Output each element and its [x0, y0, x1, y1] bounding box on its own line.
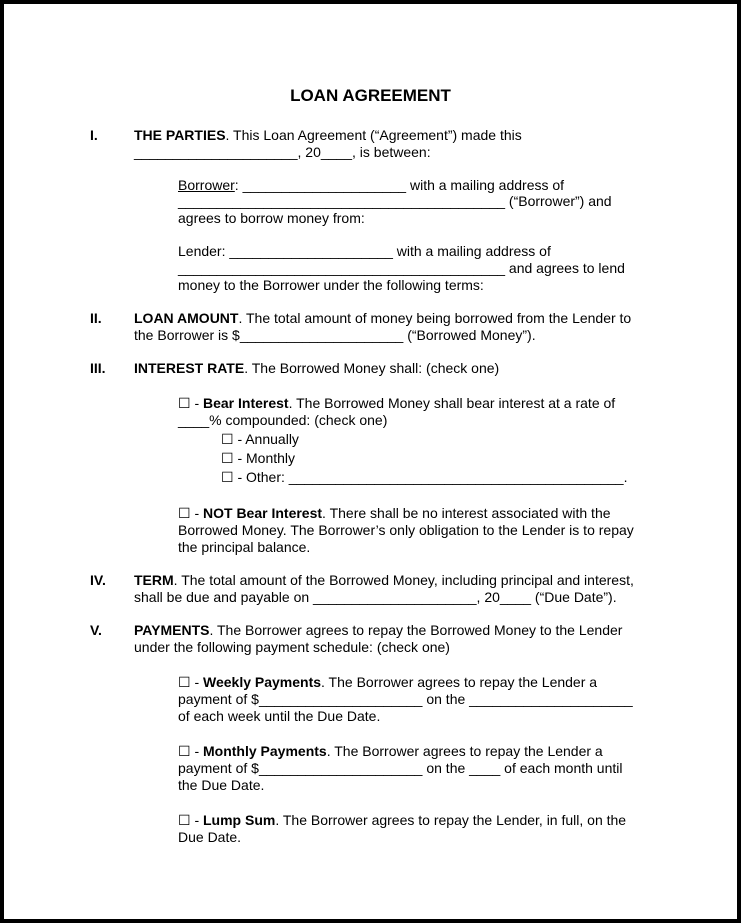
lender-line-2: __________________________________________ and agrees to lend — [178, 260, 625, 276]
payments-line-2: under the following payment schedule: (check one) — [134, 639, 450, 655]
not-bear-interest-checkbox[interactable]: ☐ - — [178, 505, 203, 521]
weekly-payments-line-3: of each week until the Due Date. — [178, 708, 381, 724]
payments-line-1: PAYMENTS. The Borrower agrees to repay the Borrowed Money to the Lender — [134, 622, 623, 638]
document-title: LOAN AGREEMENT — [290, 86, 451, 105]
interest-rate-line-1: INTEREST RATE. The Borrowed Money shall: (check one) — [134, 360, 500, 376]
bear-interest-line-2: ____% compounded: (check one) — [178, 412, 388, 428]
lender-line-1: Lender: _____________________ with a mailing address of — [178, 243, 551, 259]
monthly-payments-line-3: the Due Date. — [178, 777, 265, 793]
borrower-line-3: agrees to borrow money from: — [178, 210, 365, 226]
section-number-payments: V. — [90, 622, 102, 638]
bear-interest-heading: Bear Interest — [203, 395, 289, 411]
loan-amount-line-2: the Borrower is $_____________________ (“Borrowed Money”). — [134, 327, 536, 343]
borrower-line-1: Borrower: _____________________ with a mailing address of — [178, 177, 565, 193]
term-heading: TERM — [134, 572, 174, 588]
option-monthly[interactable]: ☐ - Monthly — [221, 450, 296, 466]
not-bear-interest-line-2: Borrowed Money. The Borrower’s only obligation to the Lender is to repay — [178, 522, 634, 538]
monthly-payments-checkbox[interactable]: ☐ - — [178, 743, 203, 759]
section-number-interest-rate: III. — [90, 360, 106, 376]
payments-heading: PAYMENTS — [134, 622, 210, 638]
weekly-payments-line-2: payment of $_____________________ on the _____________________ — [178, 691, 633, 707]
section-number-parties: I. — [90, 127, 98, 143]
lump-sum-line-2: Due Date. — [178, 829, 242, 845]
section-number-loan-amount: II. — [90, 310, 102, 326]
bear-interest-checkbox[interactable]: ☐ - — [178, 395, 203, 411]
parties-line-1: THE PARTIES. This Loan Agreement (“Agreement”) made this — [134, 127, 522, 143]
loan-amount-heading: LOAN AMOUNT — [134, 310, 239, 326]
weekly-payments-heading: Weekly Payments — [203, 674, 322, 690]
parties-heading: THE PARTIES — [134, 127, 226, 143]
lump-sum-heading: Lump Sum — [203, 812, 276, 828]
lump-sum-line-1: ☐ - Lump Sum. The Borrower agrees to repay the Lender, in full, on the — [178, 812, 627, 828]
term-line-1: TERM. The total amount of the Borrowed Money, including principal and interest, — [134, 572, 634, 588]
not-bear-interest-line-1: ☐ - NOT Bear Interest. There shall be no interest associated with the — [178, 505, 611, 521]
monthly-payments-line-2: payment of $_____________________ on the ____ of each month until — [178, 760, 623, 776]
option-annually[interactable]: ☐ - Annually — [221, 431, 299, 447]
weekly-payments-line-1: ☐ - Weekly Payments. The Borrower agrees to repay the Lender a — [178, 674, 598, 690]
term-line-2: shall be due and payable on _____________________, 20____ (“Due Date”). — [134, 589, 617, 605]
lender-line-3: money to the Borrower under the following terms: — [178, 277, 484, 293]
loan-amount-line-1: LOAN AMOUNT. The total amount of money being borrowed from the Lender to — [134, 310, 632, 326]
not-bear-interest-line-3: the principal balance. — [178, 539, 311, 555]
borrower-label: Borrower — [178, 177, 235, 193]
parties-line-2: _____________________, 20____, is between: — [134, 144, 431, 160]
monthly-payments-line-1: ☐ - Monthly Payments. The Borrower agrees to repay the Lender a — [178, 743, 603, 759]
option-other[interactable]: ☐ - Other: ___________________________________________. — [221, 469, 628, 485]
section-number-term: IV. — [90, 572, 106, 588]
bear-interest-line-1: ☐ - Bear Interest. The Borrowed Money shall bear interest at a rate of — [178, 395, 616, 411]
interest-rate-heading: INTEREST RATE — [134, 360, 245, 376]
weekly-payments-checkbox[interactable]: ☐ - — [178, 674, 203, 690]
lump-sum-checkbox[interactable]: ☐ - — [178, 812, 203, 828]
not-bear-interest-heading: NOT Bear Interest — [203, 505, 323, 521]
monthly-payments-heading: Monthly Payments — [203, 743, 327, 759]
borrower-line-2: __________________________________________ (“Borrower”) and — [178, 193, 612, 209]
